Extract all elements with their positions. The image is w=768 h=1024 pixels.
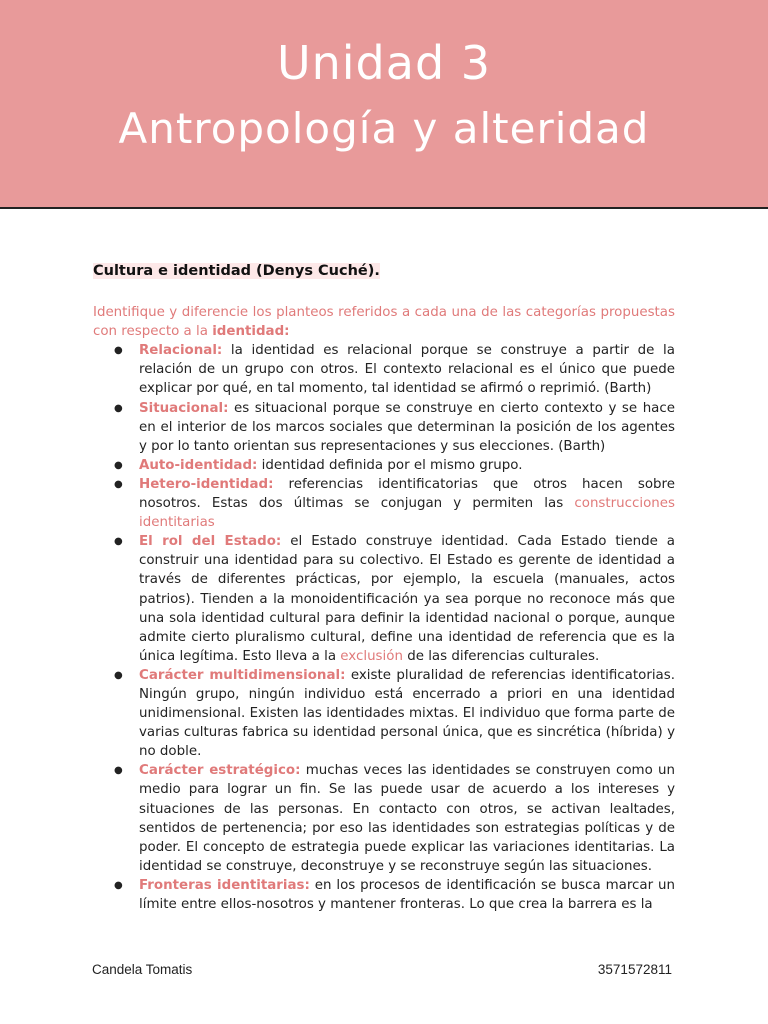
item-text: en los procesos de identificación se busca marcar un límite entre ellos-nosotros y mantener fronteras. Lo que crea la barrera es la — [139, 877, 675, 912]
bullet-icon: ● — [114, 669, 123, 681]
item-term: Hetero-identidad: — [139, 476, 274, 492]
bullet-icon: ● — [114, 879, 123, 891]
list-item — [114, 399, 675, 456]
list-item — [114, 456, 675, 475]
section-heading: Cultura e identidad (Denys Cuché). — [93, 263, 380, 279]
unit-subtitle: Antropología y alteridad — [118, 104, 650, 153]
list-item — [114, 532, 675, 666]
intro-emphasis: identidad: — [212, 324, 290, 340]
item-text-after: de las diferencias culturales. — [407, 648, 600, 664]
item-text: identidad definida por el mismo grupo. — [261, 457, 523, 473]
item-text: existe pluralidad de referencias identificatorias. Ningún grupo, ningún individuo está encerrado a priori en una identidad unidimensional. Existen las identidades mixtas. El individuo que forma parte de varias culturas fabrica su identidad personal única, que es sincrética (híbrida) y no doble. — [139, 667, 675, 760]
identity-list — [93, 341, 675, 914]
item-term: El rol del Estado: — [139, 534, 282, 550]
intro-text: Identifique y diferencie los planteos referidos a cada una de las categorías propuestas con respecto a la — [93, 305, 675, 340]
bullet-icon: ● — [114, 765, 123, 777]
item-term: Carácter multidimensional: — [139, 667, 346, 683]
item-term: Carácter estratégico: — [139, 763, 301, 779]
item-highlight: construcciones identitarias — [139, 496, 675, 531]
title-banner — [0, 0, 768, 209]
intro-paragraph — [93, 303, 675, 341]
list-item — [114, 761, 675, 876]
unit-title: Unidad 3 — [276, 36, 492, 90]
bullet-icon: ● — [114, 459, 123, 471]
list-item — [114, 475, 675, 532]
bullet-icon: ● — [114, 345, 123, 357]
item-term: Auto-identidad: — [139, 457, 258, 473]
document-body — [93, 262, 675, 914]
item-term: Relacional: — [139, 343, 223, 359]
footer-number: 3571572811 — [597, 962, 672, 977]
item-term: Fronteras identitarias: — [139, 877, 310, 893]
footer-author: Candela Tomatis — [92, 962, 193, 977]
bullet-icon: ● — [114, 402, 123, 414]
list-item — [114, 341, 675, 398]
item-text: el Estado construye identidad. Cada Estado tiende a construir una identidad para su colectivo. El Estado es gerente de identidad a través de diferentes prácticas, por ejemplo, la escuela (manuales, actos patrios). Tienden a la monoidentificación ya sea porque no reconoce más que una sola identidad cultural para definir la identidad nacional o porque, aunque admite cierto pluralismo cultural, define una identidad de referencia que es la única legítima. Esto lleva a la — [139, 534, 675, 664]
item-text: la identidad es relacional porque se construye a partir de la relación de un grupo con otros. El contexto relacional es el único que puede explicar por qué, en tal momento, tal identidad se afirmó o reprimió. (Barth) — [139, 343, 675, 397]
bullet-icon: ● — [114, 478, 123, 490]
item-text: muchas veces las identidades se construyen como un medio para lograr un fin. Se las puede usar de acuerdo a los intereses y situaciones de las personas. En contacto con otros, se activan lealtades, sentidos de pertenencia; por eso las identidades son estrategias políticas y de poder. El concepto de estrategia puede explicar las variaciones identitarias. La identidad se construye, deconstruye y se reconstruye según las situaciones. — [139, 763, 675, 874]
item-text: es situacional porque se construye en cierto contexto y se hace en el interior de los marcos sociales que determinan la posición de los agentes y por lo tanto orientan sus representaciones y sus elecciones. (Barth) — [139, 400, 675, 454]
item-text: referencias identificatorias que otros hacen sobre nosotros. Estas dos últimas se conjugan y permiten las — [139, 476, 675, 512]
list-item — [114, 876, 675, 914]
item-highlight: exclusión — [340, 648, 403, 664]
list-item — [114, 666, 675, 761]
item-term: Situacional: — [139, 400, 229, 416]
bullet-icon: ● — [114, 536, 123, 548]
